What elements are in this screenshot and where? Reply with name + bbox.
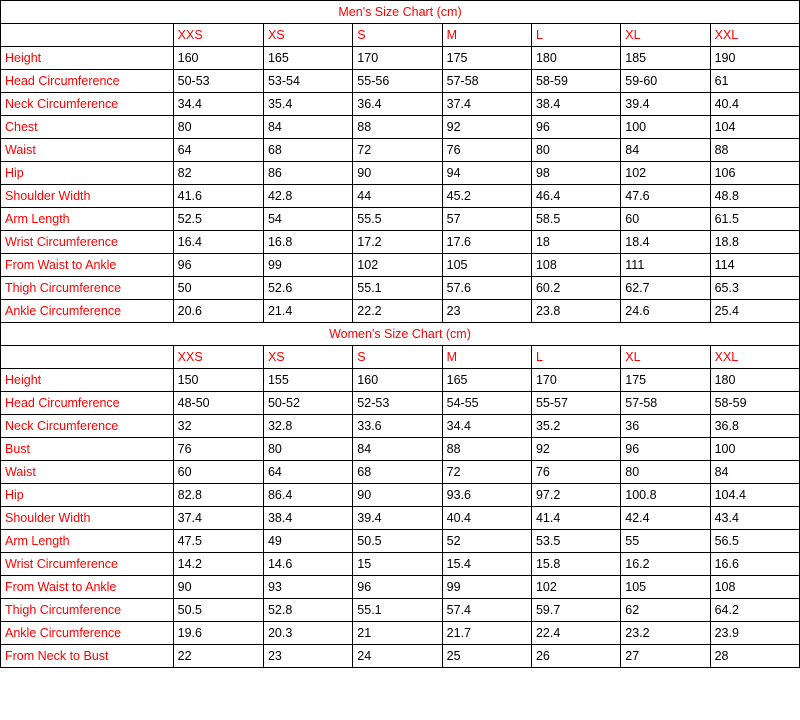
measurement-value: 68	[353, 461, 442, 484]
table-row	[1, 576, 800, 599]
measurement-label: Hip	[1, 484, 174, 507]
measurement-value: 37.4	[173, 507, 263, 530]
table-row	[1, 369, 800, 392]
measurement-value: 64	[263, 461, 352, 484]
measurement-value: 50.5	[173, 599, 263, 622]
measurement-label: Thigh Circumference	[1, 599, 174, 622]
measurement-label: Height	[1, 369, 174, 392]
measurement-value: 88	[353, 116, 442, 139]
table-row	[1, 461, 800, 484]
table-row	[1, 47, 800, 70]
measurement-value: 40.4	[442, 507, 531, 530]
measurement-value: 76	[442, 139, 531, 162]
measurement-value: 15	[353, 553, 442, 576]
measurement-value: 180	[710, 369, 799, 392]
measurement-value: 61.5	[710, 208, 799, 231]
measurement-value: 50.5	[353, 530, 442, 553]
measurement-value: 36	[621, 415, 710, 438]
column-header: XL	[621, 346, 710, 369]
measurement-value: 35.4	[263, 93, 352, 116]
measurement-value: 60	[173, 461, 263, 484]
table-row	[1, 277, 800, 300]
measurement-value: 92	[531, 438, 620, 461]
measurement-value: 90	[353, 162, 442, 185]
column-header: XL	[621, 24, 710, 47]
measurement-value: 47.5	[173, 530, 263, 553]
measurement-value: 56.5	[710, 530, 799, 553]
measurement-value: 25	[442, 645, 531, 668]
measurement-value: 86.4	[263, 484, 352, 507]
table-row	[1, 645, 800, 668]
measurement-value: 102	[353, 254, 442, 277]
measurement-label: Waist	[1, 139, 174, 162]
measurement-label: Thigh Circumference	[1, 277, 174, 300]
measurement-label: From Waist to Ankle	[1, 576, 174, 599]
chart-title: Women's Size Chart (cm)	[1, 323, 800, 346]
measurement-value: 104	[710, 116, 799, 139]
measurement-value: 76	[531, 461, 620, 484]
measurement-value: 48-50	[173, 392, 263, 415]
measurement-value: 36.8	[710, 415, 799, 438]
measurement-value: 55.1	[353, 277, 442, 300]
measurement-value: 25.4	[710, 300, 799, 323]
measurement-value: 22.4	[531, 622, 620, 645]
measurement-label: Arm Length	[1, 530, 174, 553]
table-row	[1, 530, 800, 553]
measurement-value: 80	[263, 438, 352, 461]
measurement-value: 94	[442, 162, 531, 185]
measurement-value: 50-53	[173, 70, 263, 93]
column-header: L	[531, 346, 620, 369]
measurement-value: 32	[173, 415, 263, 438]
measurement-value: 72	[353, 139, 442, 162]
measurement-value: 26	[531, 645, 620, 668]
column-header: S	[353, 346, 442, 369]
measurement-value: 55-57	[531, 392, 620, 415]
chart-corner-cell	[1, 346, 174, 369]
measurement-value: 15.8	[531, 553, 620, 576]
chart-header-row	[1, 24, 800, 47]
measurement-value: 50-52	[263, 392, 352, 415]
measurement-value: 175	[442, 47, 531, 70]
measurement-value: 58-59	[531, 70, 620, 93]
measurement-value: 111	[621, 254, 710, 277]
measurement-value: 165	[442, 369, 531, 392]
measurement-value: 39.4	[621, 93, 710, 116]
measurement-label: Neck Circumference	[1, 415, 174, 438]
measurement-label: Chest	[1, 116, 174, 139]
measurement-value: 16.6	[710, 553, 799, 576]
measurement-value: 23.9	[710, 622, 799, 645]
measurement-value: 41.6	[173, 185, 263, 208]
measurement-value: 114	[710, 254, 799, 277]
measurement-value: 52.5	[173, 208, 263, 231]
column-header: XS	[263, 346, 352, 369]
measurement-label: Ankle Circumference	[1, 622, 174, 645]
measurement-value: 46.4	[531, 185, 620, 208]
measurement-value: 55.5	[353, 208, 442, 231]
measurement-value: 16.4	[173, 231, 263, 254]
measurement-value: 24.6	[621, 300, 710, 323]
table-row	[1, 254, 800, 277]
measurement-value: 84	[621, 139, 710, 162]
measurement-value: 108	[531, 254, 620, 277]
measurement-value: 99	[263, 254, 352, 277]
measurement-value: 64	[173, 139, 263, 162]
measurement-value: 99	[442, 576, 531, 599]
chart-title-row	[1, 323, 800, 346]
measurement-value: 22	[173, 645, 263, 668]
measurement-label: Hip	[1, 162, 174, 185]
measurement-value: 49	[263, 530, 352, 553]
measurement-value: 80	[621, 461, 710, 484]
measurement-value: 96	[531, 116, 620, 139]
measurement-value: 28	[710, 645, 799, 668]
measurement-value: 84	[353, 438, 442, 461]
column-header: XXL	[710, 24, 799, 47]
measurement-label: Wrist Circumference	[1, 553, 174, 576]
measurement-value: 100.8	[621, 484, 710, 507]
measurement-value: 52.8	[263, 599, 352, 622]
measurement-value: 16.8	[263, 231, 352, 254]
measurement-value: 54	[263, 208, 352, 231]
measurement-value: 90	[173, 576, 263, 599]
measurement-value: 100	[621, 116, 710, 139]
measurement-value: 44	[353, 185, 442, 208]
measurement-label: Head Circumference	[1, 70, 174, 93]
measurement-value: 65.3	[710, 277, 799, 300]
measurement-value: 106	[710, 162, 799, 185]
measurement-value: 58.5	[531, 208, 620, 231]
measurement-value: 88	[442, 438, 531, 461]
measurement-label: Shoulder Width	[1, 185, 174, 208]
measurement-value: 27	[621, 645, 710, 668]
measurement-value: 170	[531, 369, 620, 392]
column-header: XXS	[173, 346, 263, 369]
measurement-value: 160	[353, 369, 442, 392]
measurement-label: Bust	[1, 438, 174, 461]
measurement-label: Waist	[1, 461, 174, 484]
measurement-value: 54-55	[442, 392, 531, 415]
measurement-value: 15.4	[442, 553, 531, 576]
measurement-value: 92	[442, 116, 531, 139]
measurement-value: 175	[621, 369, 710, 392]
measurement-value: 61	[710, 70, 799, 93]
measurement-value: 18.8	[710, 231, 799, 254]
measurement-value: 55	[621, 530, 710, 553]
measurement-value: 180	[531, 47, 620, 70]
measurement-value: 34.4	[442, 415, 531, 438]
measurement-value: 80	[531, 139, 620, 162]
measurement-label: Arm Length	[1, 208, 174, 231]
measurement-value: 55-56	[353, 70, 442, 93]
table-row	[1, 70, 800, 93]
measurement-value: 96	[173, 254, 263, 277]
column-header: S	[353, 24, 442, 47]
measurement-label: Head Circumference	[1, 392, 174, 415]
measurement-value: 22.2	[353, 300, 442, 323]
measurement-value: 50	[173, 277, 263, 300]
measurement-value: 53.5	[531, 530, 620, 553]
measurement-value: 64.2	[710, 599, 799, 622]
measurement-label: Neck Circumference	[1, 93, 174, 116]
measurement-value: 57.6	[442, 277, 531, 300]
measurement-value: 62.7	[621, 277, 710, 300]
measurement-value: 23.2	[621, 622, 710, 645]
measurement-value: 165	[263, 47, 352, 70]
measurement-value: 105	[442, 254, 531, 277]
column-header: XXL	[710, 346, 799, 369]
measurement-value: 60.2	[531, 277, 620, 300]
measurement-value: 18	[531, 231, 620, 254]
table-row	[1, 93, 800, 116]
chart-title: Men's Size Chart (cm)	[1, 1, 800, 24]
measurement-value: 52	[442, 530, 531, 553]
column-header: XXS	[173, 24, 263, 47]
table-row	[1, 162, 800, 185]
measurement-value: 72	[442, 461, 531, 484]
measurement-value: 42.8	[263, 185, 352, 208]
measurement-value: 102	[531, 576, 620, 599]
measurement-value: 14.6	[263, 553, 352, 576]
measurement-value: 88	[710, 139, 799, 162]
measurement-value: 57-58	[621, 392, 710, 415]
column-header: XS	[263, 24, 352, 47]
measurement-value: 52.6	[263, 277, 352, 300]
table-row	[1, 415, 800, 438]
measurement-value: 40.4	[710, 93, 799, 116]
measurement-value: 32.8	[263, 415, 352, 438]
measurement-value: 60	[621, 208, 710, 231]
measurement-value: 96	[621, 438, 710, 461]
measurement-value: 68	[263, 139, 352, 162]
column-header: M	[442, 346, 531, 369]
measurement-value: 45.2	[442, 185, 531, 208]
measurement-label: From Waist to Ankle	[1, 254, 174, 277]
measurement-value: 23	[442, 300, 531, 323]
measurement-value: 185	[621, 47, 710, 70]
measurement-value: 39.4	[353, 507, 442, 530]
measurement-label: From Neck to Bust	[1, 645, 174, 668]
measurement-value: 100	[710, 438, 799, 461]
table-row	[1, 231, 800, 254]
chart-corner-cell	[1, 24, 174, 47]
table-row	[1, 484, 800, 507]
measurement-value: 57-58	[442, 70, 531, 93]
measurement-value: 104.4	[710, 484, 799, 507]
table-row	[1, 392, 800, 415]
measurement-value: 18.4	[621, 231, 710, 254]
measurement-value: 59-60	[621, 70, 710, 93]
measurement-value: 48.8	[710, 185, 799, 208]
measurement-value: 14.2	[173, 553, 263, 576]
measurement-value: 58-59	[710, 392, 799, 415]
measurement-label: Wrist Circumference	[1, 231, 174, 254]
measurement-value: 24	[353, 645, 442, 668]
measurement-label: Height	[1, 47, 174, 70]
measurement-value: 62	[621, 599, 710, 622]
column-header: M	[442, 24, 531, 47]
measurement-value: 33.6	[353, 415, 442, 438]
chart-header-row	[1, 346, 800, 369]
measurement-value: 23.8	[531, 300, 620, 323]
measurement-value: 43.4	[710, 507, 799, 530]
measurement-value: 102	[621, 162, 710, 185]
measurement-value: 170	[353, 47, 442, 70]
measurement-value: 76	[173, 438, 263, 461]
measurement-value: 108	[710, 576, 799, 599]
measurement-value: 20.6	[173, 300, 263, 323]
table-row	[1, 438, 800, 461]
measurement-value: 52-53	[353, 392, 442, 415]
measurement-value: 17.6	[442, 231, 531, 254]
measurement-value: 35.2	[531, 415, 620, 438]
measurement-value: 97.2	[531, 484, 620, 507]
measurement-value: 57	[442, 208, 531, 231]
table-row	[1, 208, 800, 231]
table-row	[1, 116, 800, 139]
measurement-value: 23	[263, 645, 352, 668]
table-row	[1, 622, 800, 645]
measurement-value: 84	[263, 116, 352, 139]
measurement-value: 80	[173, 116, 263, 139]
table-row	[1, 507, 800, 530]
measurement-value: 105	[621, 576, 710, 599]
measurement-value: 86	[263, 162, 352, 185]
measurement-value: 47.6	[621, 185, 710, 208]
measurement-value: 59.7	[531, 599, 620, 622]
measurement-value: 38.4	[531, 93, 620, 116]
measurement-value: 21.7	[442, 622, 531, 645]
measurement-value: 93	[263, 576, 352, 599]
measurement-label: Shoulder Width	[1, 507, 174, 530]
table-row	[1, 300, 800, 323]
measurement-value: 57.4	[442, 599, 531, 622]
measurement-value: 38.4	[263, 507, 352, 530]
measurement-label: Ankle Circumference	[1, 300, 174, 323]
measurement-value: 90	[353, 484, 442, 507]
measurement-value: 150	[173, 369, 263, 392]
measurement-value: 160	[173, 47, 263, 70]
measurement-value: 82.8	[173, 484, 263, 507]
measurement-value: 17.2	[353, 231, 442, 254]
measurement-value: 16.2	[621, 553, 710, 576]
measurement-value: 21.4	[263, 300, 352, 323]
measurement-value: 53-54	[263, 70, 352, 93]
measurement-value: 155	[263, 369, 352, 392]
measurement-value: 41.4	[531, 507, 620, 530]
measurement-value: 19.6	[173, 622, 263, 645]
measurement-value: 55.1	[353, 599, 442, 622]
table-row	[1, 185, 800, 208]
column-header: L	[531, 24, 620, 47]
table-row	[1, 599, 800, 622]
measurement-value: 96	[353, 576, 442, 599]
chart-title-row	[1, 1, 800, 24]
table-row	[1, 553, 800, 576]
measurement-value: 82	[173, 162, 263, 185]
measurement-value: 20.3	[263, 622, 352, 645]
measurement-value: 21	[353, 622, 442, 645]
measurement-value: 42.4	[621, 507, 710, 530]
measurement-value: 36.4	[353, 93, 442, 116]
measurement-value: 34.4	[173, 93, 263, 116]
measurement-value: 37.4	[442, 93, 531, 116]
table-row	[1, 139, 800, 162]
measurement-value: 84	[710, 461, 799, 484]
measurement-value: 190	[710, 47, 799, 70]
measurement-value: 93.6	[442, 484, 531, 507]
measurement-value: 98	[531, 162, 620, 185]
